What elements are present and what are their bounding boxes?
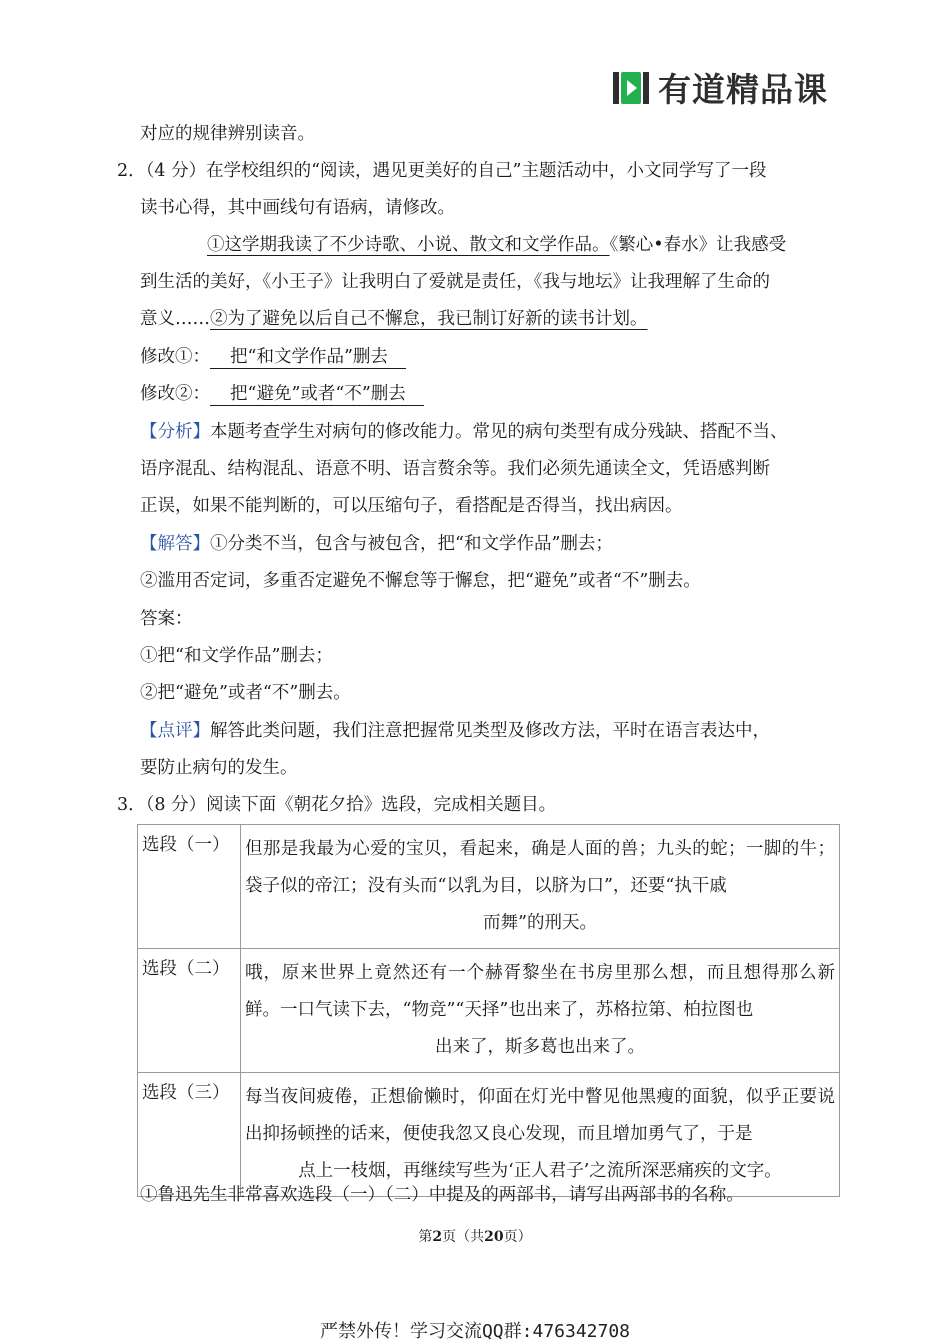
excerpt-last-line: 出来了，斯多葛也出来了。 <box>435 1037 645 1057</box>
excerpt-table <box>137 824 840 1197</box>
excerpt-text <box>241 1073 840 1197</box>
page-number: 2 <box>432 1229 443 1245</box>
q2-passage-line3 <box>140 307 648 331</box>
excerpt-label: 选段（一） <box>138 825 241 949</box>
excerpt-last-line: 而舞”的刑天。 <box>483 913 597 933</box>
comment-tag: 【点评】 <box>140 721 210 741</box>
passage-text: 意义…… <box>140 309 210 329</box>
q2-solution-line1 <box>140 532 613 556</box>
table-row <box>138 949 840 1073</box>
play-book-icon <box>612 69 650 107</box>
excerpt-label: 选段（二） <box>138 949 241 1073</box>
fix1-label: 修改①： <box>140 347 210 367</box>
passage-text: 《繁心•春水》让我感受 <box>609 235 787 255</box>
brand-logo <box>612 64 828 111</box>
excerpt-body: 哦，原来世界上竟然还有一个赫胥黎坐在书房里那么想，而且想得那么新鲜。一口气读下去，“物竞”“天择”也出来了，苏格拉第、柏拉图也 <box>245 963 835 1020</box>
fix1-answer: 把“和文学作品”删去 <box>210 346 406 369</box>
q2-analysis-line3: 正误，如果不能判断的，可以压缩句子，看搭配是否得当，找出病因。 <box>140 496 683 516</box>
q2-comment-line2: 要防止病句的发生。 <box>140 758 298 778</box>
excerpt-text <box>241 825 840 949</box>
q3-sub1: ①鲁迅先生非常喜欢选段（一）（二）中提及的两部书，请写出两部书的名称。 <box>140 1185 744 1205</box>
footer-prefix: 第 <box>418 1229 433 1245</box>
table-row <box>138 825 840 949</box>
q2-fix1 <box>140 345 406 369</box>
underlined-sentence-1: ①这学期我读了不少诗歌、小说、散文和文学作品。 <box>207 235 610 255</box>
q2-stem-line1: 2．（4 分）在学校组织的“阅读，遇见更美好的自己”主题活动中，小文同学写了一段 <box>117 161 767 181</box>
q2-analysis-line2: 语序混乱、结构混乱、语意不明、语言赘余等。我们必须先通读全文，凭语感判断 <box>140 459 770 479</box>
page-total: 20 <box>484 1229 504 1245</box>
solution-text: ①分类不当，包含与被包含，把“和文学作品”删去； <box>210 534 613 554</box>
q2-stem-line2: 读书心得，其中画线句有语病，请修改。 <box>140 198 455 218</box>
footer-suffix: 页） <box>503 1229 532 1245</box>
q2-answer-label: 答案： <box>140 609 193 629</box>
analysis-text: 本题考查学生对病句的修改能力。常见的病句类型有成分残缺、搭配不当、 <box>210 422 788 442</box>
excerpt-body: 每当夜间疲倦，正想偷懒时，仰面在灯光中瞥见他黑瘦的面貌，似乎正要说出抑扬顿挫的话来，便使我忽又良心发现，而且增加勇气了，于是 <box>245 1087 835 1144</box>
page-footer <box>0 1226 950 1246</box>
q2-answer-2: ②把“避免”或者“不”删去。 <box>140 683 351 703</box>
excerpt-text <box>241 949 840 1073</box>
q2-fix2 <box>140 382 424 406</box>
comment-text: 解答此类问题，我们注意把握常见类型及修改方法，平时在语言表达中， <box>210 721 770 741</box>
q1-tail: 对应的规律辨别读音。 <box>140 124 315 144</box>
analysis-tag: 【分析】 <box>140 422 210 442</box>
underlined-sentence-2: ②为了避免以后自己不懈怠，我已制订好新的读书计划。 <box>210 309 648 329</box>
fix2-answer: 把“避免”或者“不”删去 <box>210 383 424 406</box>
q2-answer-1: ①把“和文学作品”删去； <box>140 646 333 666</box>
excerpt-last-line: 点上一枝烟，再继续写些为‘正人君子’之流所深恶痛疾的文字。 <box>298 1161 782 1181</box>
table-row <box>138 1073 840 1197</box>
q2-solution-line2: ②滥用否定词，多重否定避免不懈怠等于懈怠，把“避免”或者“不”删去。 <box>140 571 701 591</box>
q2-passage-line2: 到生活的美好，《小王子》让我明白了爱就是责任，《我与地坛》让我理解了生命的 <box>140 272 770 292</box>
q2-passage-line1 <box>207 233 786 257</box>
q2-analysis-line1 <box>140 420 788 444</box>
warning-notice: 严禁外传！学习交流QQ群:476342708 <box>319 1321 631 1342</box>
solution-tag: 【解答】 <box>140 534 210 554</box>
brand-name: 有道精品课 <box>658 70 828 109</box>
excerpt-body: 但那是我最为心爱的宝贝，看起来，确是人面的兽；九头的蛇；一脚的牛；袋子似的帝江；没有头而“以乳为目，以脐为口”，还要“执干戚 <box>245 839 835 896</box>
q3-stem: 3．（8 分）阅读下面《朝花夕拾》选段，完成相关题目。 <box>117 795 557 815</box>
footer-mid: 页（共 <box>442 1229 485 1245</box>
q2-comment-line1 <box>140 719 770 743</box>
excerpt-label: 选段（三） <box>138 1073 241 1197</box>
fix2-label: 修改②： <box>140 384 210 404</box>
